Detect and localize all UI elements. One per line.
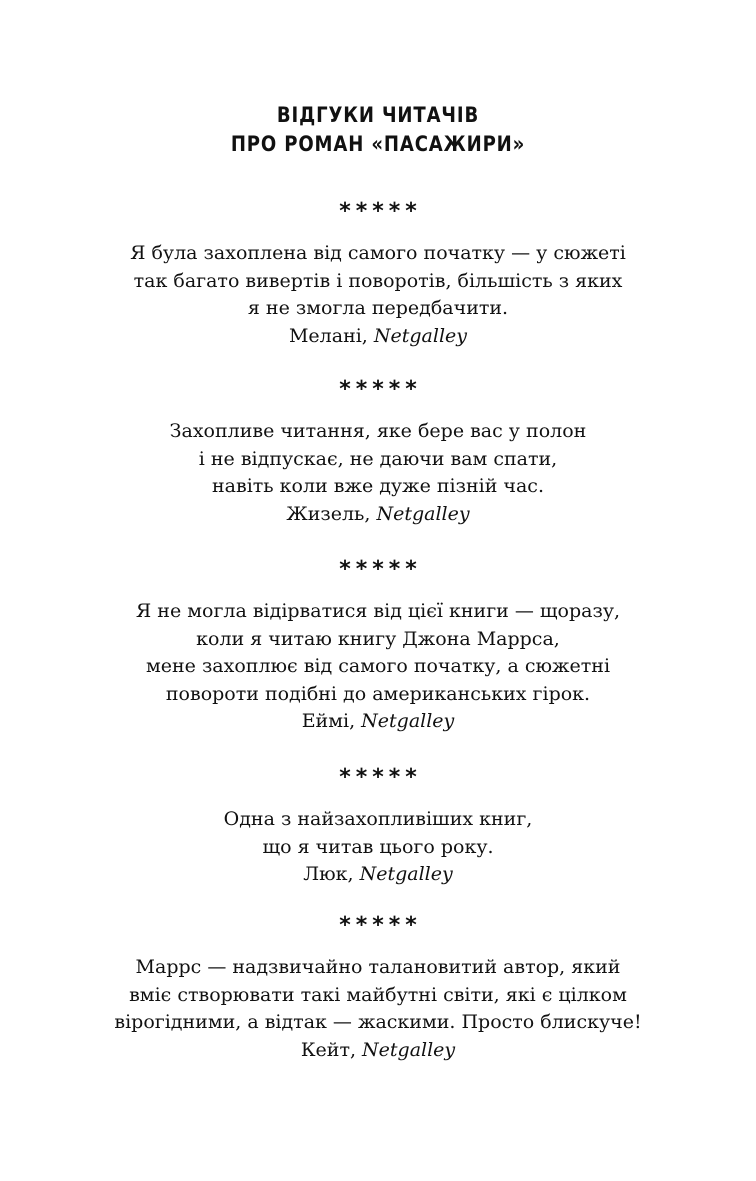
review-block — [0, 766, 756, 889]
reviewer-name: Люк, — [303, 863, 360, 885]
review-block — [0, 914, 756, 1064]
reviewer-name: Кейт, — [300, 1038, 363, 1061]
review-source: Netgalley — [373, 324, 468, 347]
review-text-line: Я не могла відірватися від цієї книги — щоразу, — [135, 600, 621, 622]
review-attribution — [0, 323, 756, 351]
page-title-line-2: ПРО РОМАН «ПАСАЖИРИ» — [230, 132, 526, 156]
review-block — [0, 378, 756, 528]
review-block — [0, 558, 756, 736]
star-rating: ***** — [339, 377, 422, 402]
review-text-line: Захопливе читання, яке бере вас у полон — [169, 420, 587, 442]
page-title-line-1: ВІДГУКИ ЧИТАЧІВ — [276, 103, 480, 127]
review-text-line: так багато вивертів і поворотів, більшість з яких — [133, 269, 623, 292]
review-text-line: навіть коли вже дуже пізній час. — [212, 475, 544, 497]
star-rating: ***** — [339, 557, 422, 582]
review-text-line: Я була захоплена від самого початку — у сюжеті — [130, 242, 626, 264]
reviewer-name: Жизель, — [286, 502, 377, 525]
review-text-line: я не змогла передбачити. — [247, 297, 509, 319]
review-source: Netgalley — [361, 710, 455, 732]
review-text-line: Одна з найзахопливіших книг, — [223, 808, 533, 830]
reviewer-name: Мелані, — [288, 324, 374, 347]
review-text-line: мене захоплює від самого початку, а сюжетні — [145, 655, 611, 677]
star-rating: ***** — [339, 199, 422, 224]
star-rating: ***** — [339, 765, 422, 790]
review-source: Netgalley — [359, 863, 453, 885]
review-attribution — [0, 501, 756, 529]
review-text-line: що я читав цього року. — [262, 835, 494, 858]
review-text-line: вірогідними, а відтак — жаскими. Просто блискуче! — [114, 1011, 642, 1033]
review-text-line: Маррс — надзвичайно талановитий автор, який — [135, 956, 621, 978]
review-attribution — [0, 1037, 756, 1065]
review-text-line: повороти подібні до американських гірок. — [165, 682, 591, 705]
review-source: Netgalley — [362, 1038, 456, 1061]
review-text-line: вміє створювати такі майбутні світи, які є цілком — [129, 983, 627, 1006]
reviewer-name: Еймі, — [301, 710, 362, 732]
review-block — [0, 200, 756, 350]
review-attribution — [0, 708, 756, 736]
review-text-line: коли я читаю книгу Джона Маррса, — [196, 627, 560, 650]
review-attribution — [0, 861, 756, 889]
star-rating: ***** — [339, 913, 422, 938]
review-text-line: і не відпускає, не даючи вам спати, — [198, 447, 558, 470]
review-source: Netgalley — [376, 502, 470, 525]
